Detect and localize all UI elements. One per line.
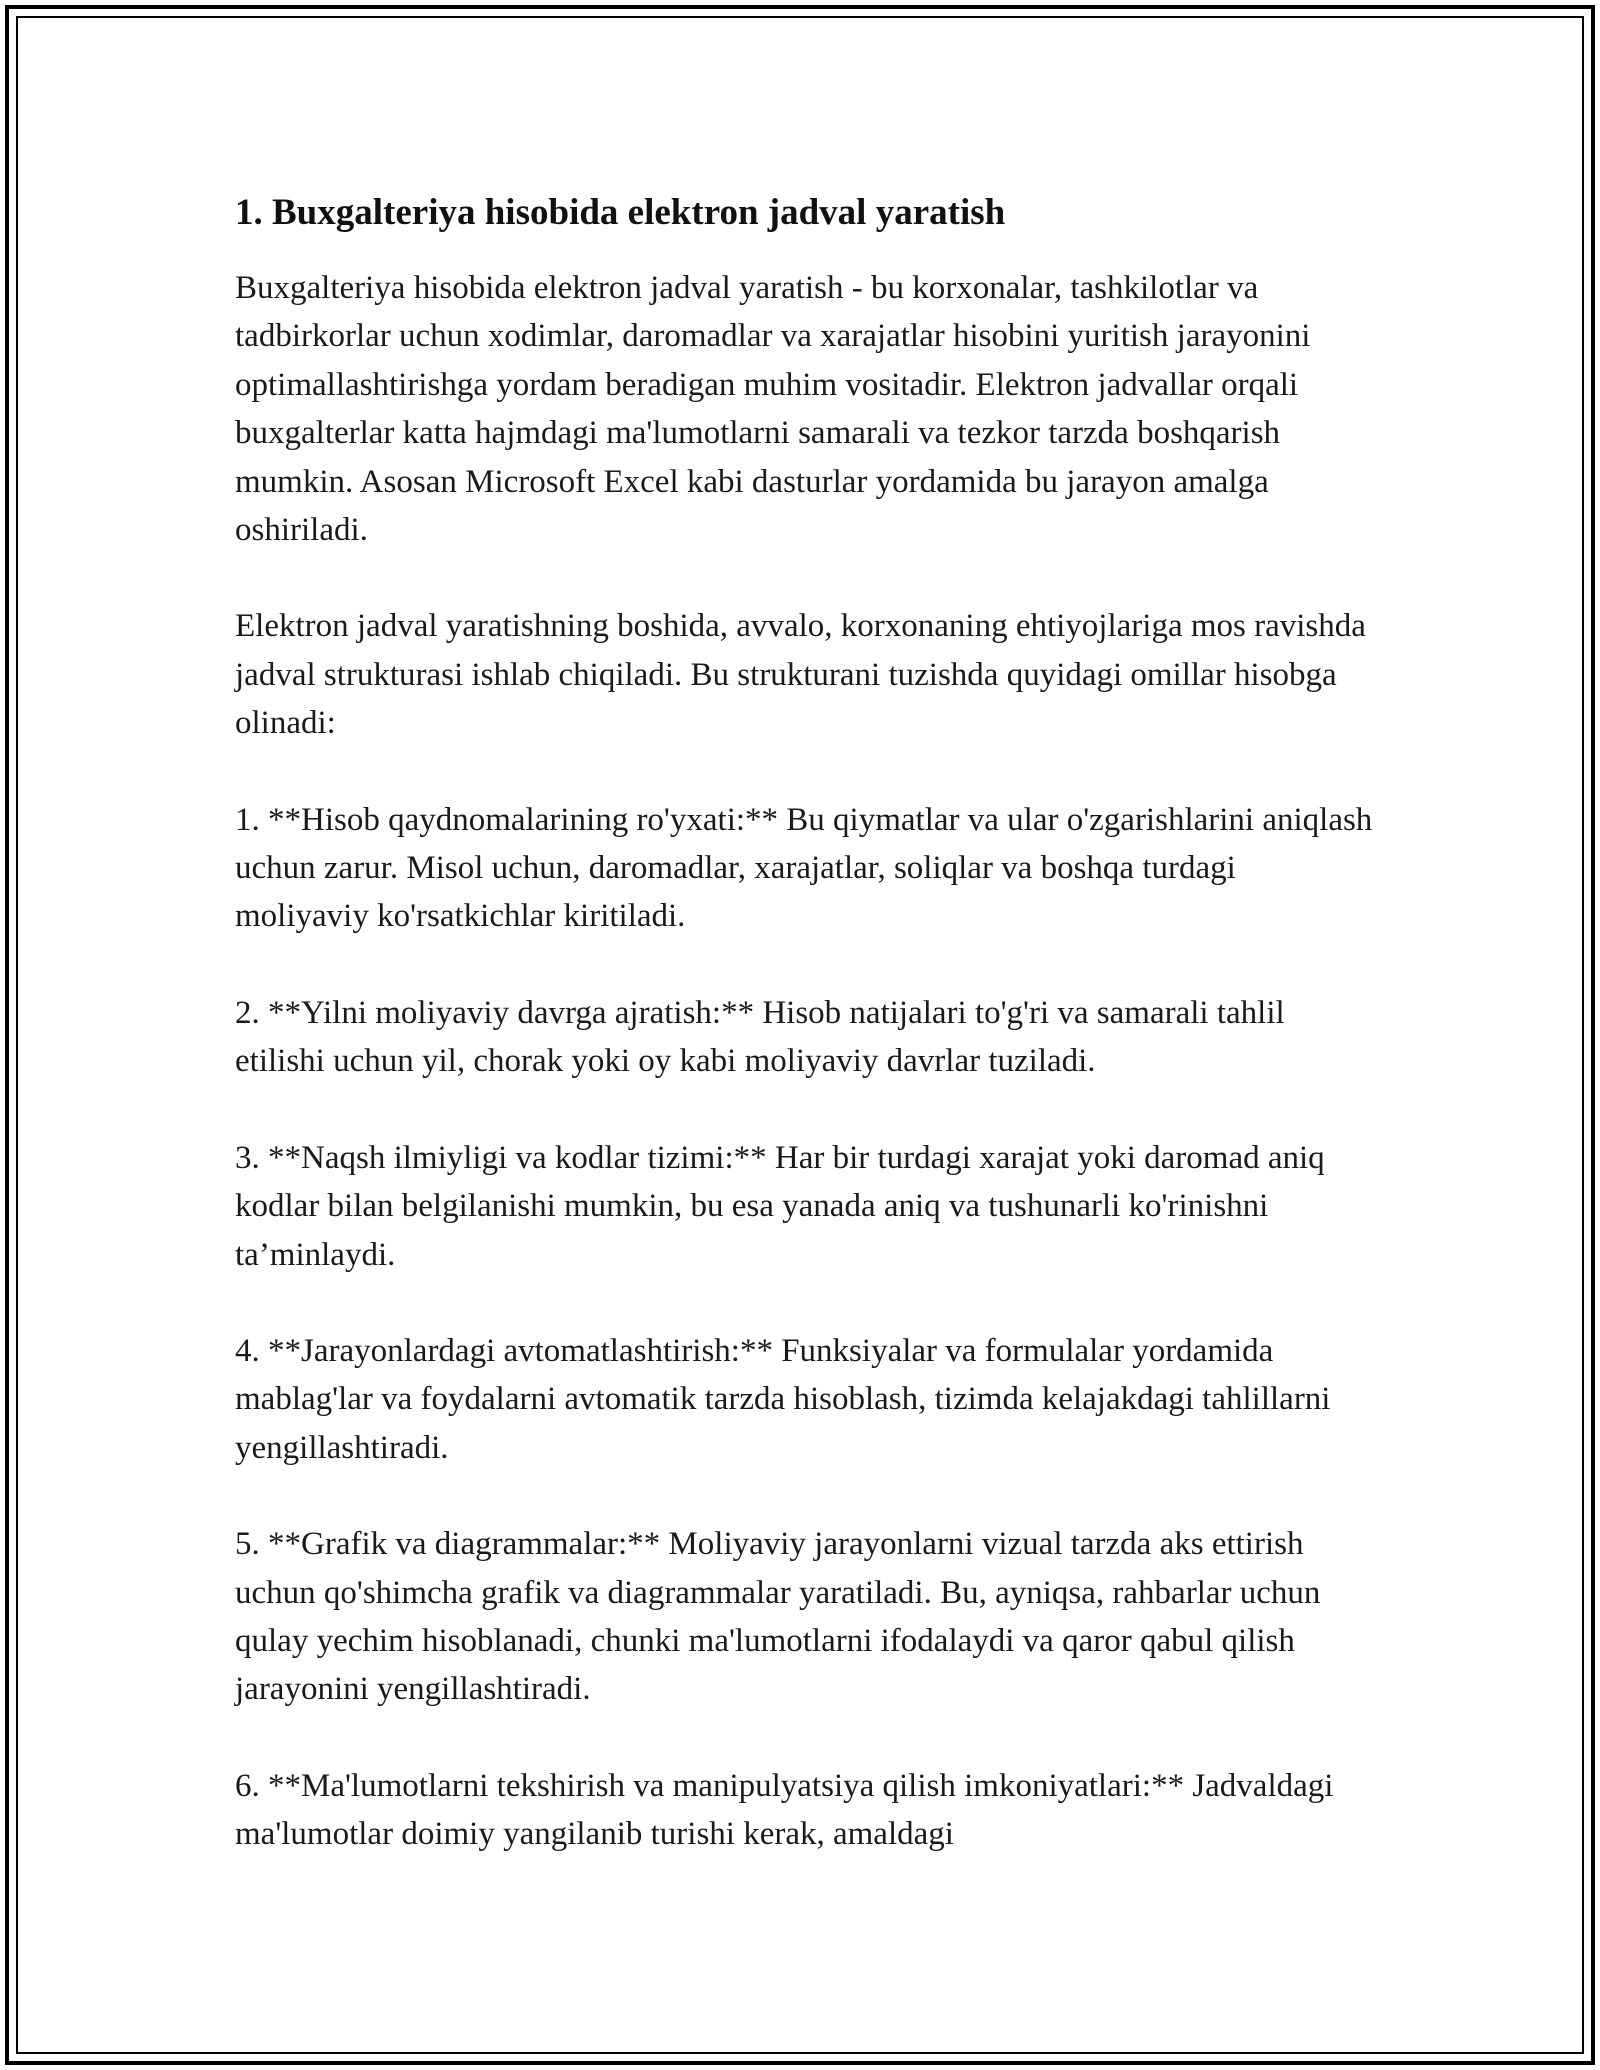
list-item-2: 2. **Yilni moliyaviy davrga ajratish:** Hisob natijalari to'g'ri va samarali tahlil etilishi uchun yil, chorak yoki oy kabi moliyaviy davrlar tuziladi. [235, 994, 1285, 1080]
list-item-4: 4. **Jarayonlardagi avtomatlashtirish:** Funksiyalar va formulalar yordamida mablag'lar va foydalarni avtomatik tarzda hisoblash, tizimda kelajakdagi tahlillarni yengillashtiradi. [235, 1332, 1331, 1466]
intro-paragraph: Buxgalteriya hisobida elektron jadval yaratish - bu korxonalar, tashkilotlar va tadbirkorlar uchun xodimlar, daromadlar va xarajatlar hisobini yuritish jarayonini optimallashtirishga yordam beradigan muhim vositadir. Elektron jadvallar orqali buxgalterlar katta hajmdagi ma'lumotlarni samarali va tezkor tarzda boshqarish mumkin. Asosan Microsoft Excel kabi dasturlar yordamida bu jarayon amalga oshiriladi. [235, 270, 1311, 549]
document-body [235, 187, 1375, 1907]
list-item-3: 3. **Naqsh ilmiyligi va kodlar tizimi:** Har bir turdagi xarajat yoki daromad aniq kodlar bilan belgilanishi mumkin, bu esa yanada aniq va tushunarli ko'rinishni ta’minlaydi. [235, 1139, 1325, 1273]
list-item-1: 1. **Hisob qaydnomalarining ro'yxati:** Bu qiymatlar va ular o'zgarishlarini aniqlash uchun zarur. Misol uchun, daromadlar, xarajatlar, soliqlar va boshqa turdagi moliyaviy ko'rsatkichlar kiritiladi. [235, 801, 1373, 935]
list-item-6: 6. **Ma'lumotlarni tekshirish va manipulyatsiya qilish imkoniyatlari:** Jadvaldagi ma'lumotlar doimiy yangilanib turishi kerak, amaldagi [235, 1767, 1334, 1853]
list-item-5: 5. **Grafik va diagrammalar:** Moliyaviy jarayonlarni vizual tarzda aks ettirish uchun qo'shimcha grafik va diagrammalar yaratiladi. Bu, ayniqsa, rahbarlar uchun qulay yechim hisoblanadi, chunki ma'lumotlarni ifodalaydi va qaror qabul qilish jarayonini yengillashtiradi. [235, 1526, 1321, 1708]
section-heading: 1. Buxgalteriya hisobida elektron jadval yaratish [235, 192, 1006, 233]
structure-paragraph: Elektron jadval yaratishning boshida, avvalo, korxonaning ehtiyojlariga mos ravishda jadval strukturasi ishlab chiqiladi. Bu strukturani tuzishda quyidagi omillar hisobga olinadi: [235, 608, 1366, 742]
